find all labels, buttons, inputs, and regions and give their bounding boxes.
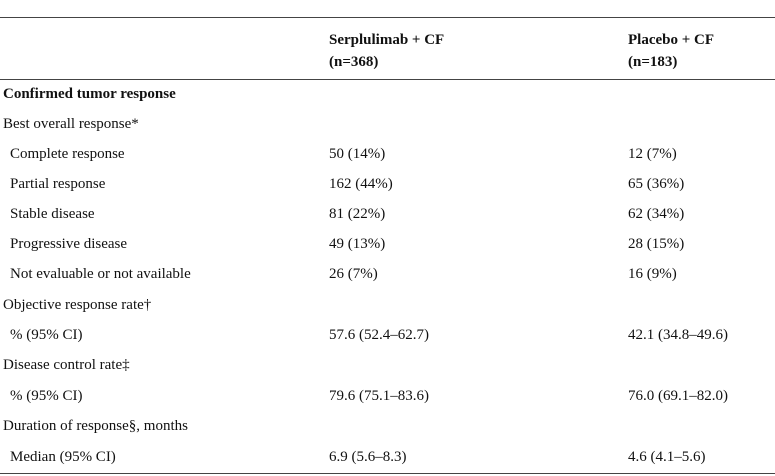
table-row (0, 169, 775, 199)
column-header-placebo (628, 29, 714, 73)
row-label: % (95% CI) (10, 327, 83, 343)
row-label: Median (95% CI) (10, 449, 116, 465)
serplulimab-value: 6.9 (5.6–8.3) (329, 449, 407, 465)
placebo-value: 62 (34%) (628, 206, 685, 222)
placebo-value: 76.0 (69.1–82.0) (628, 388, 728, 404)
placebo-value: 16 (9%) (628, 266, 677, 282)
row-label: Confirmed tumor response (3, 86, 176, 102)
table-row (0, 109, 775, 139)
table-row (0, 320, 775, 350)
table-row (0, 139, 775, 169)
table-row (0, 411, 775, 441)
serplulimab-value: 26 (7%) (329, 266, 378, 282)
serplulimab-value: 81 (22%) (329, 206, 386, 222)
row-label: % (95% CI) (10, 388, 83, 404)
row-label: Stable disease (10, 206, 95, 222)
placebo-value: 12 (7%) (628, 146, 677, 162)
row-label: Not evaluable or not available (10, 266, 191, 282)
row-label: Partial response (10, 176, 106, 192)
column-header-placebo-n: (n=183) (628, 54, 678, 70)
table-row (0, 442, 775, 472)
row-label: Disease control rate‡ (3, 357, 130, 373)
table-row (0, 229, 775, 259)
row-label: Progressive disease (10, 236, 128, 252)
row-label: Objective response rate† (3, 297, 152, 313)
table-row (0, 381, 775, 411)
serplulimab-value: 50 (14%) (329, 146, 386, 162)
placebo-value: 42.1 (34.8–49.6) (628, 327, 728, 343)
placebo-value: 4.6 (4.1–5.6) (628, 449, 706, 465)
serplulimab-value: 79.6 (75.1–83.6) (329, 388, 429, 404)
table-row (0, 290, 775, 320)
table-row (0, 79, 775, 109)
serplulimab-value: 162 (44%) (329, 176, 393, 192)
placebo-value: 28 (15%) (628, 236, 685, 252)
serplulimab-value: 57.6 (52.4–62.7) (329, 327, 429, 343)
row-label: Complete response (10, 146, 125, 162)
table-row (0, 350, 775, 380)
column-header-serplulimab-n: (n=368) (329, 54, 379, 70)
table-top-rule (0, 17, 775, 18)
row-label: Duration of response§, months (3, 418, 188, 434)
row-label: Best overall response* (3, 116, 139, 132)
table-row (0, 199, 775, 229)
serplulimab-value: 49 (13%) (329, 236, 386, 252)
column-header-serplulimab-name: Serplulimab + CF (329, 32, 445, 48)
table-row (0, 259, 775, 289)
placebo-value: 65 (36%) (628, 176, 685, 192)
column-header-serplulimab (329, 29, 444, 73)
table-bottom-rule (0, 473, 775, 474)
column-header-placebo-name: Placebo + CF (628, 32, 715, 48)
